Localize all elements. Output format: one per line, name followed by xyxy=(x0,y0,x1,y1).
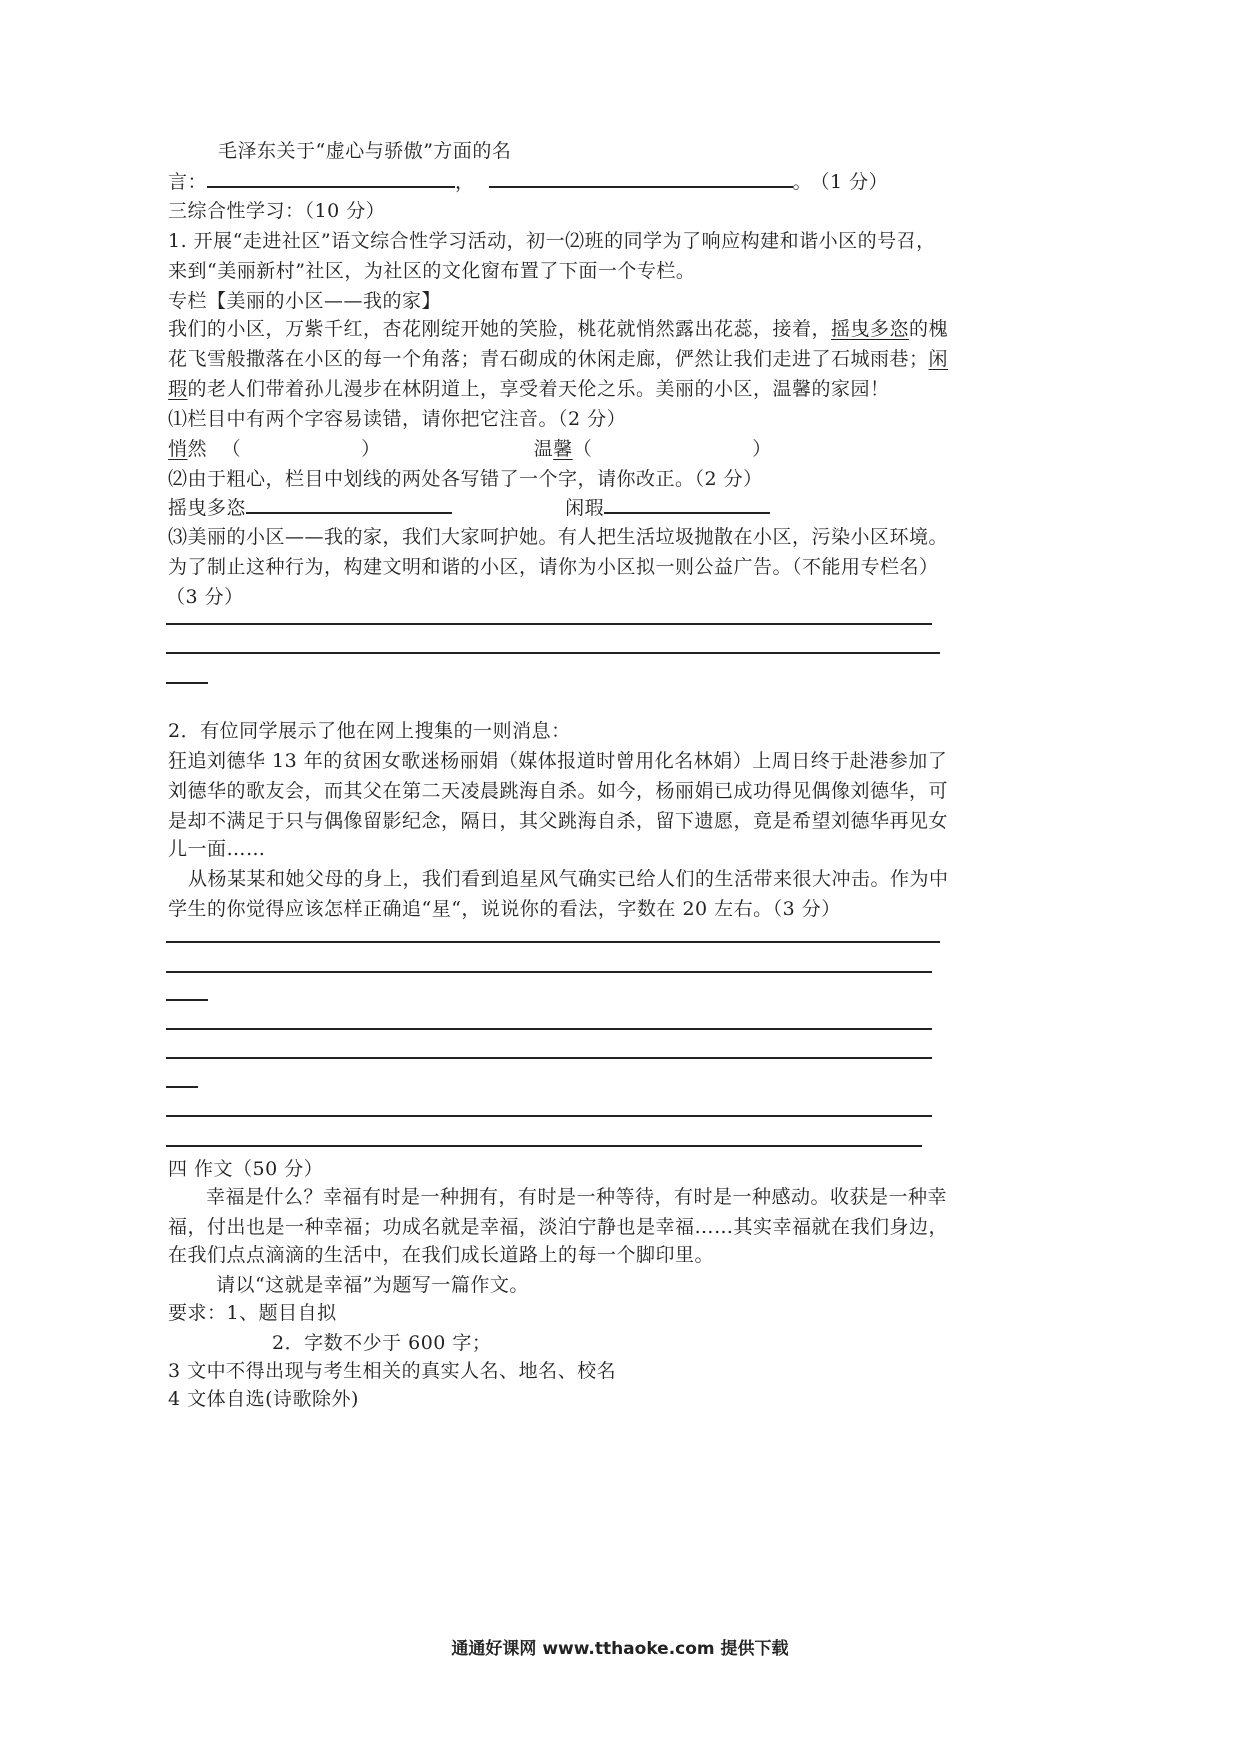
passage-text: 花飞雪般撒落在小区的每一个角落；青石砌成的休闲走廊，俨然让我们走进了石城雨巷； xyxy=(168,348,929,370)
essay-prompt: 请以“这就是幸福”为题写一篇作文。 xyxy=(216,1274,529,1296)
answer-line[interactable] xyxy=(166,682,208,684)
footer-credit: 通通好课网 www.tthaoke.com 提供下载 xyxy=(451,1639,789,1659)
paren-open: （ xyxy=(572,438,593,460)
q2-ask-line1: 从杨某某和她父母的身上，我们看到追星风气确实已给人们的生活带来很大冲击。作为中 xyxy=(188,868,949,890)
underlined-word: 摇曳多恣 xyxy=(831,318,910,340)
passage-line3 xyxy=(168,376,890,402)
news-line4: 儿一面…… xyxy=(168,838,266,860)
answer-line[interactable] xyxy=(166,652,940,654)
passage-text: 的槐 xyxy=(909,318,949,340)
passage-text: 我们的小区，万紫千红，杏花刚绽开她的笑脸，桃花就悄然露出花蕊，接着， xyxy=(168,318,832,340)
correction-blank-1[interactable] xyxy=(246,494,452,514)
underlined-word: 闲 xyxy=(928,348,949,370)
sub-question-1: ⑴栏目中有两个字容易读错，请你把它注音。（2 分） xyxy=(168,408,627,430)
word-ran: 然 xyxy=(187,438,208,460)
sub-question-3-line2: 为了制止这种行为，构建文明和谐的小区，请你为小区拟一则公益广告。（不能用专栏名） xyxy=(168,556,939,578)
word-qiao: 悄 xyxy=(168,438,188,460)
answer-line[interactable] xyxy=(166,1086,198,1088)
period: 。 xyxy=(792,171,813,193)
correction-blank-2[interactable] xyxy=(604,494,770,514)
correction-word-1: 摇曳多恣 xyxy=(168,497,247,519)
quote-question-line1: 毛泽东关于“虚心与骄傲”方面的名 xyxy=(218,140,512,162)
answer-blank-2[interactable] xyxy=(489,168,793,188)
correction-row xyxy=(168,494,770,521)
correction-word-2: 闲瑕 xyxy=(565,497,605,519)
passage-line1 xyxy=(168,316,948,342)
news-line2: 刘德华的歌友会，而其父在第二天凌晨跳海自杀。如今，杨丽娟已成功得见偶像刘德华，可 xyxy=(168,780,949,802)
quote-score: （1 分） xyxy=(820,171,889,193)
column-title: 专栏【美丽的小区——我的家】 xyxy=(168,290,442,312)
sub-question-3-line3: （3 分） xyxy=(166,586,244,608)
news-line1: 狂追刘德华 13 年的贫困女歌迷杨丽娟（媒体报道时曾用化名林娟）上周日终于赴港参加了 xyxy=(168,750,948,772)
essay-para-line2: 福，付出也是一种幸福；功成名就是幸福，淡泊宁静也是幸福……其实幸福就在我们身边， xyxy=(168,1216,949,1238)
comma: ， xyxy=(455,171,475,193)
section4-title: 四 作文（50 分） xyxy=(168,1158,324,1180)
answer-line[interactable] xyxy=(166,941,940,943)
requirement-4: 4 文体自选(诗歌除外) xyxy=(168,1388,359,1410)
paren-close: ） xyxy=(361,438,381,460)
essay-para-line3: 在我们点点滴滴的生活中，在我们成长道路上的每一个脚印里。 xyxy=(168,1244,715,1266)
passage-line2 xyxy=(168,346,948,372)
requirement-1: 要求：1、题目自拟 xyxy=(168,1302,337,1324)
requirement-2: 2．字数不少于 600 字； xyxy=(272,1332,492,1354)
answer-line[interactable] xyxy=(166,1115,932,1117)
answer-line[interactable] xyxy=(166,1028,932,1030)
word-xin: 馨 xyxy=(553,438,573,460)
q2-ask-line2: 学生的你觉得应该怎样正确追“星“，说说你的看法，字数在 20 左右。（3 分） xyxy=(168,898,841,920)
answer-line[interactable] xyxy=(166,999,208,1001)
news-line3: 是却不满足于只与偶像留影纪念，隔日，其父跳海自杀，留下遗愿，竟是希望刘德华再见女 xyxy=(168,810,949,832)
essay-para-line1: 幸福是什么？幸福有时是一种拥有，有时是一种等待，有时是一种感动。收获是一种幸 xyxy=(206,1186,948,1208)
answer-line[interactable] xyxy=(166,1145,922,1147)
paren-open: （ xyxy=(221,438,242,460)
requirement-3: 3 文中不得出现与考生相关的真实人名、地名、校名 xyxy=(168,1360,617,1382)
pinyin-row xyxy=(168,436,772,462)
underlined-word: 瑕 xyxy=(168,378,188,400)
passage-text: 的老人们带着孙儿漫步在林阴道上，享受着天伦之乐。美丽的小区，温馨的家园！ xyxy=(187,378,890,400)
quote-question-line2 xyxy=(168,168,888,195)
answer-line[interactable] xyxy=(166,623,932,625)
paren-close: ） xyxy=(752,438,772,460)
sub-question-3-line1: ⑶美丽的小区——我的家，我们大家呵护她。有人把生活垃圾抛散在小区，污染小区环境。 xyxy=(168,526,949,548)
q2-intro: 2．有位同学展示了他在网上搜集的一则消息： xyxy=(168,720,571,742)
sub-question-2: ⑵由于粗心，栏目中划线的两处各写错了一个字，请你改正。（2 分） xyxy=(168,468,763,490)
word-wen: 温 xyxy=(533,438,554,460)
q1-intro-line1: 1. 开展“走进社区”语文综合性学习活动，初一⑵班的同学为了响应构建和谐小区的号召， xyxy=(168,230,936,252)
answer-line[interactable] xyxy=(166,971,932,973)
section3-title: 三综合性学习：（10 分） xyxy=(168,200,386,222)
answer-blank-1[interactable] xyxy=(207,168,455,188)
quote-prefix: 言： xyxy=(168,171,208,193)
answer-line[interactable] xyxy=(166,1057,932,1059)
q1-intro-line2: 来到“美丽新村”社区，为社区的文化窗布置了下面一个专栏。 xyxy=(168,260,696,282)
